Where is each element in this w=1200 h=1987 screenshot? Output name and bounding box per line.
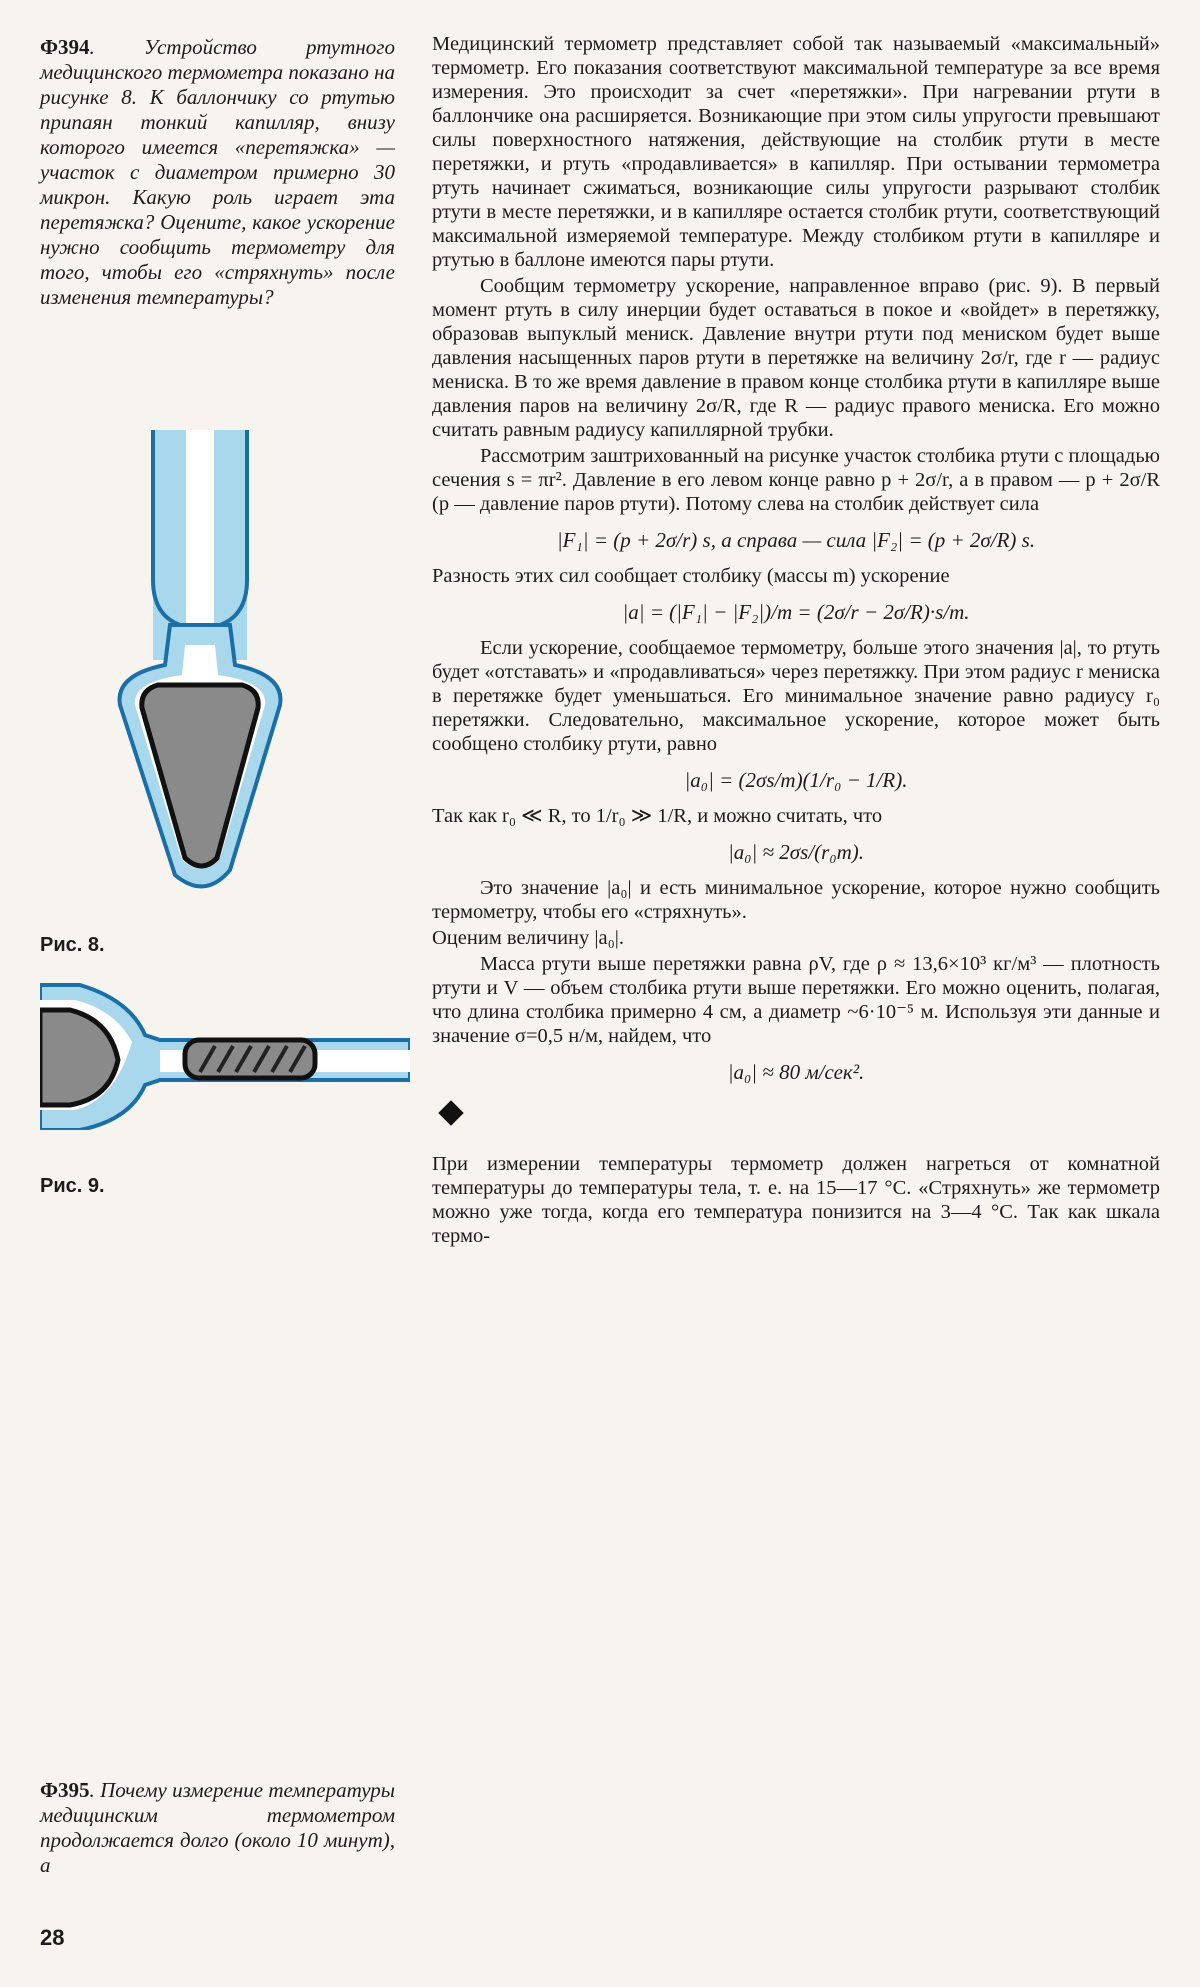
solution-paragraph-9: Масса ртути выше перетяжки равна ρV, где ρ ≈ 13,6×10³ кг/м³ — плотность ртути и V — объем столбика ртути выше перетяжки. Его можно оценить, полагая, что длина столбика примерно 4 см, а диаметр ~6·10⁻⁵ м. Используя эти данные и значение σ=0,5 н/м, найдем, что xyxy=(432,953,1160,1047)
formula-approx: |a₀| ≈ 2σs/(r₀m). xyxy=(727,840,865,864)
formula-acceleration: |a| = (|F₁| − |F₂|)/m = (2σ/r − 2σ/R)·s/m. xyxy=(622,600,970,624)
answer-395: При измерении температуры термометр должен нагреться от комнатной температуры до температуры тела, т. е. на 15—17 °С. «Стряхнуть» же термометр можно уже тогда, когда его температура понизится на 3—4 °С. Так как шкала термо- xyxy=(432,1153,1160,1247)
problem-395-number: Ф395 xyxy=(40,1778,90,1802)
end-of-solution-diamond-icon xyxy=(438,1100,463,1125)
formula-forces: |F₁| = (p + 2σ/r) s, а справа — сила |F₂| = (p + 2σ/R) s. xyxy=(556,528,1036,552)
problem-395 xyxy=(40,1778,395,1878)
problem-394-number: Ф394 xyxy=(40,35,90,59)
figure-9-capillary xyxy=(40,980,410,1130)
problem-394 xyxy=(40,35,395,310)
figure-8-caption: Рис. 8. xyxy=(40,934,105,956)
solution-paragraph-1: Медицинский термометр представляет собой так называемый «максимальный» термометр. Его показания соответствуют максимальной температуре за все время измерения. Это происходит за счет «перетяжки». При нагревании ртути в баллончике она расширяется. Возникающие при этом силы упругости превышают силы поверхностного натяжения, действующие на столбик ртути в месте перетяжки, и ртуть «продавливается» в капилляр. При остывании термометра ртуть начинает сжиматься, возникающие силы упругости разрывают столбик ртути в месте перетяжки, и в капилляре остается столбик ртути, соответствующий максимальной измеряемой температуре. Между столбиком ртути в капилляре и ртутью в баллоне имеются пары ртути. xyxy=(432,33,1160,271)
solution-paragraph-2: Сообщим термометру ускорение, направленное вправо (рис. 9). В первый момент ртуть в силу инерции будет оставаться в покое и «войдет» в перетяжку, образовав выпуклый мениск. Давление внутри ртути под мениском будет выше давления насыщенных паров ртути в перетяжке на величину 2σ/r, где r — радиус мениска. В то же время давление в правом конце столбика ртути в капилляре выше давления паров на величину 2σ/R, где R — радиус правого мениска. Его можно считать равным радиусу капиллярной трубки. xyxy=(432,275,1160,441)
problem-394-text: . Устройство ртутного медицинского термометра показано на рисунке 8. К баллончику со ртутью припаян тонкий капилляр, внизу которого имеется «перетяжка» — участок с диаметром примерно 30 микрон. Какую роль играет эта перетяжка? Оцените, какое ускорение нужно сообщить термометру для того, чтобы его «стряхнуть» после изменения температуры? xyxy=(40,35,396,309)
solution-column xyxy=(432,32,1160,1248)
formula-result: |a₀| ≈ 80 м/сек². xyxy=(727,1060,865,1084)
sidebar-395 xyxy=(40,1778,395,1878)
solution-paragraph-5: Если ускорение, сообщаемое термометру, больше этого значения |a|, то ртуть будет «отставать» и «продавливаться» через перетяжку. При этом радиус r мениска в перетяжке будет уменьшаться. Его минимальное значение равно радиусу r₀ перетяжки. Следовательно, максимальное ускорение, которое может быть сообщено столбику ртути, равно xyxy=(432,637,1160,755)
page-number: 28 xyxy=(40,1925,65,1950)
solution-paragraph-7: Это значение |a₀| и есть минимальное ускорение, которое нужно сообщить термометру, чтобы его «стряхнуть». xyxy=(432,877,1160,923)
formula-max-acceleration: |a₀| = (2σs/m)(1/r₀ − 1/R). xyxy=(684,768,908,792)
problem-395-text: . Почему измерение температуры медицинским термометром продолжается долго (около 10 минут), а xyxy=(40,1778,395,1877)
figure-9-caption: Рис. 9. xyxy=(40,1175,105,1197)
sidebar-394 xyxy=(40,35,395,310)
solution-paragraph-6: Так как r₀ ≪ R, то 1/r₀ ≫ 1/R, и можно считать, что xyxy=(432,805,883,827)
solution-paragraph-3: Рассмотрим заштрихованный на рисунке участок столбика ртути с площадью сечения s = πr². Давление в его левом конце равно p + 2σ/r, а в правом — p + 2σ/R (p — давление паров ртути). Потому слева на столбик действует сила xyxy=(432,445,1160,515)
figure-8-thermometer xyxy=(110,430,290,905)
solution-paragraph-4: Разность этих сил сообщает столбику (массы m) ускорение xyxy=(432,565,950,587)
solution-paragraph-8: Оценим величину |a₀|. xyxy=(432,927,624,949)
